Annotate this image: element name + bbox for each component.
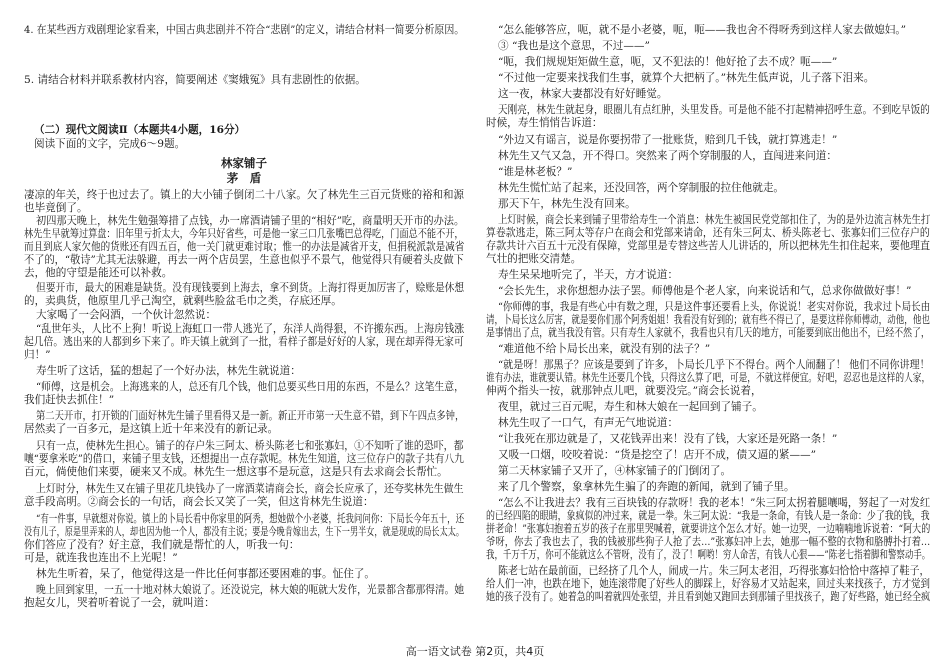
text-line: 凄凉的年关，终于也过去了。镇上的大小铺子倒闭二十八家。欠了林先生三百元货账的裕和和源 — [24, 189, 464, 201]
text-line: 可是，就连我也连出不上光呢！” — [24, 552, 178, 564]
text-line: ③ “我也是这个意思，不过——” — [498, 40, 650, 52]
page-footer: 高一语文试卷 第2页，共4页 — [405, 645, 545, 658]
text-line: 寿生呆呆地听完了，半天，方才说道： — [498, 269, 679, 281]
text-line: 谁有办法，谁就要认错。林先生还要几个钱，只得这么算了吧，可是，不就这样便宜。好吧，忍忍也是这样的人家， — [486, 372, 931, 384]
text-line: 爷呀，你去了我也去了，我的钱被那些狗子人抢了去…”张寡妇冲上去，她那一幅不整的衣物和胳膊扑打着… — [486, 536, 931, 548]
text-line: “外边又有谣言，说是你要拐带了一批账货，赔到几千钱，就打算逃走！” — [498, 134, 838, 146]
text-line: 不了的，“敬诗”尤其无法躲避，再去一两个店员罢，生意也似乎不景气，他觉得只有硬着头皮做下 — [24, 254, 464, 266]
text-line: 寿生听了这话，猛的想起了一个好办法，林先生就说道： — [36, 365, 301, 377]
text-line: 我，千万千万，你可不能就这么不管呀，没有了，没了！啊哟！穷人命苦，有钱人心狠——”陈老七指着脚和警察动手。 — [486, 549, 931, 561]
text-line: 陈老七站在最前面，已经挤了几个人，闹成一片。朱三阿太老泪，巧得张寡妇恰恰中落掉了鞋子， — [498, 565, 930, 577]
text-line: 林先生叹了一口气，有声无气地说道： — [498, 417, 679, 429]
text-line: 林先生慌忙站了起来，还没回答，两个穿制服的拉住他就走。 — [498, 182, 785, 194]
text-line: 上灯时候，商会长来到铺子里带给寿生一个消息：林先生被国民党党部扣住了，为的是外边流言林先生打 — [498, 214, 931, 226]
question-5: 5. 请结合材料并联系教材内容，简要阐述《窦娥冤》具有悲剧性的依据。 — [24, 74, 366, 86]
text-line: 伸两个指头一按，就那钟点儿吧，就要没完。”商会长说着， — [486, 385, 762, 397]
text-line: “怎么不让我进去？我有三百块钱的存款呀！我的老本！”朱三阿太拐着腿嚷喝，努起了一对发红 — [498, 497, 931, 509]
text-line: 百元，倘使他们来要，硬来又不成。林先生一想这事不是玩意，这是只有去求商会长帮忙。 — [24, 466, 448, 478]
text-line: 来了几个警察，象拿林先生骗了的奔跑的新闻，就到了铺子里。 — [498, 481, 795, 493]
text-line: 时候，寿生悄悄告诉道： — [486, 117, 603, 129]
text-line: 也毕竟倒了。 — [24, 202, 88, 214]
text-line: 是事情出了点，就当我没有管。只有寿生人家就不，我看也只有几天的地方，可能要到底出他出不，已经不然了， — [486, 327, 930, 339]
text-line: 上灯时分，林先生又在铺子里花几块钱办了一席酒菜请商会长，商会长应承了，还夸奖林先生做生 — [36, 483, 464, 495]
text-line: 居然卖了一百多元，是这镇上近十年来没有的新记录。 — [24, 423, 279, 435]
section-heading: （二）现代文阅读Ⅱ（本题共4小题，16分） — [34, 124, 246, 136]
text-line: “不过他一定要来找我们生事，就算个大把柄了。”林先生低声说，儿子落下泪来。 — [498, 72, 875, 84]
text-line: 初四那天晚上，林先生勉强筹措了点钱，办一席酒请铺子里的“相好”吃，商量明天开市的办法。 — [36, 215, 465, 227]
text-line: 又吸一口烟，咬咬着说：“货是挖空了！店开不成，债又逼的紧——” — [498, 449, 817, 461]
text-line: 林先生听着，呆了，他觉得这是一件比任何事都还要困难的事。怔住了。 — [36, 568, 375, 580]
text-line: 大家喝了一会闷酒，一个伙计忽然说： — [36, 309, 217, 321]
text-line: 没有儿子，原是里弄来的人，却也因为他一个人，都没有主说；要是今晚肯嫁出去，生下一男半女，就是现成的局长太太。 — [24, 526, 465, 538]
text-line: 她的孩子没有了。她着急的叫着就四处张望，并且看到她又跑回去到那铺子里找孩子，跑了好些路，她已经全疯 — [486, 591, 931, 603]
text-line: 算卷款逃走，陈三阿太等存户在商会和党部来请命，还有朱三阿太、桥头陈老七、张寡妇们三位存户的 — [486, 227, 930, 239]
story-author: 茅 盾 — [226, 171, 262, 185]
question-4: 4. 在某些西方戏剧理论家看来，中国古典悲剧并不符合“悲剧”的定义，请结合材料一简要分析原因。 — [24, 24, 465, 36]
text-line: “师傅，这是机会。上海逃来的人，总还有几个钱，他们总要买些日用的东西，不是么？这笔生意， — [36, 381, 464, 393]
story-title: 林家铺子 — [221, 156, 267, 170]
text-line: 嚷“要拿米吃”的借口，来铺子里支钱，还想提出一点存款呢。林先生知道，这三位存户的款子共有八九 — [24, 453, 464, 465]
text-line: 归！” — [24, 349, 51, 361]
text-line: “会长先生，求你想想办法子罢。师傅他是个老人家，向来说话和气，总求你做做好事！” — [498, 285, 912, 297]
text-line: 存款共计六百五十元没有保障，党部里是专替这些苦人儿讲话的，所以把林先生扣住起来，要他理直 — [486, 240, 931, 252]
text-line: 夜里，就过三百元呢，寿生和林大娘在一起回到了铺子。 — [498, 401, 763, 413]
text-line: 的，卖典货，他原里几乎己淘空，就剩些脸盆毛巾之类，存底还厚。 — [24, 295, 342, 307]
text-line: 去，他的守望是能还可以补救。 — [24, 267, 173, 279]
text-line: “谁是林老板？” — [498, 166, 573, 178]
text-line: “乱世年头，人比不上狗！听说上海虹口一带人逃光了，东洋人尚得狠，不许搬东西。上海房钱涨 — [36, 323, 465, 335]
text-line: 意手段高明。②商会长的一句话，商会长又笑了一笑，但这肯林先生说道： — [24, 496, 374, 508]
text-line: “怎么能够答应，呃，就不是小老婆，呃，呃——我也舍不得呀秀到这样人家去做媳妇。” — [498, 24, 907, 36]
text-line: 给人们一冲，也跌在地下，她连滚带爬了好些人的脚踩上，好容易才又站起来，回过头来找孩子，方才觉到 — [486, 578, 930, 590]
text-line: “让我死在那边就是了，又花钱弄出来！没有了钱，大家还是死路一条！” — [498, 433, 838, 445]
section-instruction: 阅读下面的文字，完成6～9题。 — [34, 138, 186, 150]
text-line: “难道他不给卜局长出来，就没有别的法子？” — [498, 343, 711, 355]
text-line: 这一夜，林家大妻都没有好好睡觉。 — [498, 88, 668, 100]
text-line: 林先生又气又急，开不得口。突然来了两个穿制服的人，直闯进来问道： — [498, 150, 837, 162]
text-line: “呃，我们规规矩矩做生意，呃，又不犯法的！他好抢了去不成？呃——” — [498, 56, 838, 68]
text-line: 拼老命！”张寡妇抱着五岁的孩子在那里哭喊着，就要讲这个怎么才好。她一边哭，一边喃喃地诉说着：“阿大的 — [486, 523, 931, 535]
text-line: 第二天开市，打开锁的门面好林先生铺子里看得又是一新。新正开市第一天生意不错，到下午四点多钟， — [36, 410, 465, 422]
text-line: “你师傅的事，我是有些心中有数之理，只是这件事还要看上头，你说说！老实对你说，我求过卜局长由 — [498, 301, 931, 313]
text-line: 抱起女儿，哭着听着说了一会，就叫道： — [24, 597, 215, 609]
text-line: 的已经四陷的眼睛，象疯似的冲过来，就是一拳。朱三阿太说：“我是一条命，有钱人是一条命：少了我的钱，我 — [486, 510, 930, 522]
text-line: 晚上回到家里，一五一十地对林大娘说了。还没说完，林大娘的呃就大发作，光景都含都那得清。她 — [36, 584, 465, 596]
text-line: “有一件事，早就想对你说。镇上的卜局长看中你家里的阿秀，想她做个小老婆，托我问问你：下局长今年五十，还 — [36, 513, 465, 525]
text-line: “就是呀！那黑子？应该是要到了许多，卜局长几乎下不得台。两个人闹翻了！ 他们不同你讲理！ — [498, 359, 930, 371]
text-line: 你们答应了没有？好主意，我们就是帮忙的人，听我一句： — [24, 539, 300, 551]
text-line: 我们赶快去抓住！” — [24, 394, 115, 406]
text-line: 但要开市，最大的困难是缺货。没有现钱要到上海去，拿不到货。上海打得更加厉害了，赊账是休想 — [36, 282, 465, 294]
text-line: 请，卜局长这么厉害，就是要你们那个阿秀姐姐！我看没有好到的；就有些不得已了，是要这样你师傅动，动他，他也 — [486, 314, 930, 326]
text-line: 而且到底人家欠他的货账还有四五百，他一关门就更难讨取；惟一的办法是减省开支，但捐税派款是减省 — [24, 241, 465, 253]
text-line: 第二天林家铺子又开了，④林家铺子的门倒闭了。 — [498, 465, 732, 477]
text-line: 气壮的把账交清楚。 — [486, 253, 582, 265]
text-line: 林先生早就筹过算盘：旧年里亏折太大，今年只好省些，可是他一家三口几张嘴巴总得吃，门面总不能不开， — [24, 228, 464, 240]
text-line: 起几倍。逃出来的人都到乡下来了。昨天镇上就到了一批，看样子都是好好的人家，现在却弄得无家可 — [24, 336, 464, 348]
text-line: 那天下午，林先生没有回来。 — [498, 198, 636, 210]
text-line: 天刚亮，林先生就起身，眼圈儿有点红肿，头里发昏。可是他不能不打起精神招呼生意。不到吃早饭的 — [498, 104, 930, 116]
text-line: 只有一点，使林先生担心。铺子的存户朱三阿太、桥头陈老七和张寡妇，①不知听了谁的恐吓，都 — [36, 440, 464, 452]
